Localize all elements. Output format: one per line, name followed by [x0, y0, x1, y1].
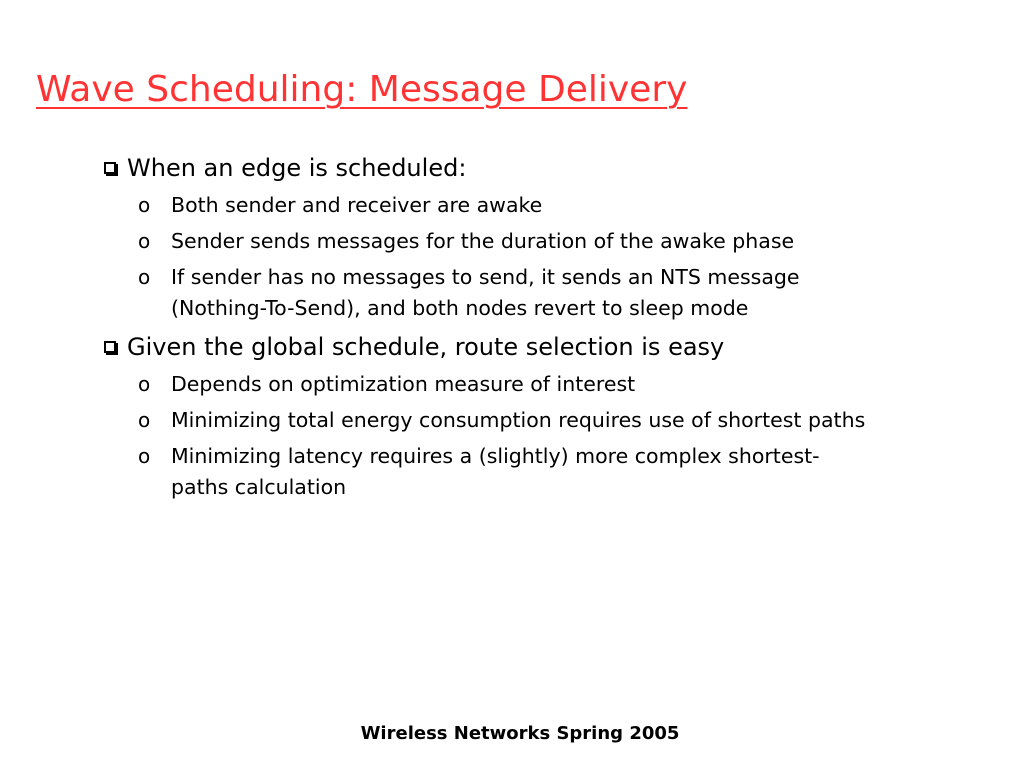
sub-bullet-text: Minimizing latency requires a (slightly) more complex shortest-paths calculation [171, 444, 820, 499]
sub-bullet-text: Depends on optimization measure of interest [171, 372, 636, 396]
sub-bullet-text: Both sender and receiver are awake [171, 193, 543, 217]
sub-bullet-text: Minimizing total energy consumption requires use of shortest paths [171, 408, 866, 432]
sub-bullet-item [138, 405, 902, 436]
bullet-item [102, 152, 902, 185]
slide-footer: Wireless Networks Spring 2005 [360, 723, 680, 744]
sub-bullet-item [138, 190, 902, 221]
circle-bullet-icon: o [138, 193, 151, 217]
sub-bullet-item [138, 226, 902, 257]
circle-bullet-icon: o [138, 265, 151, 289]
sub-bullet-item [138, 262, 902, 324]
circle-bullet-icon: o [138, 408, 151, 432]
bullet-text: When an edge is scheduled: [127, 154, 467, 182]
checkbox-bullet-icon [104, 162, 116, 174]
slide-body [102, 152, 902, 503]
slide-title: Wave Scheduling: Message Delivery [36, 69, 688, 110]
checkbox-bullet-icon [104, 341, 116, 353]
circle-bullet-icon: o [138, 444, 151, 468]
sub-bullet-text: Sender sends messages for the duration of the awake phase [171, 229, 795, 253]
bullet-text: Given the global schedule, route selection is easy [127, 333, 725, 361]
sub-bullet-item [138, 369, 902, 400]
sub-bullet-item [138, 441, 902, 503]
circle-bullet-icon: o [138, 229, 151, 253]
sub-bullet-text: If sender has no messages to send, it sends an NTS message (Nothing-To-Send), and both nodes revert to sleep mode [171, 265, 800, 320]
bullet-item [102, 331, 902, 364]
circle-bullet-icon: o [138, 372, 151, 396]
